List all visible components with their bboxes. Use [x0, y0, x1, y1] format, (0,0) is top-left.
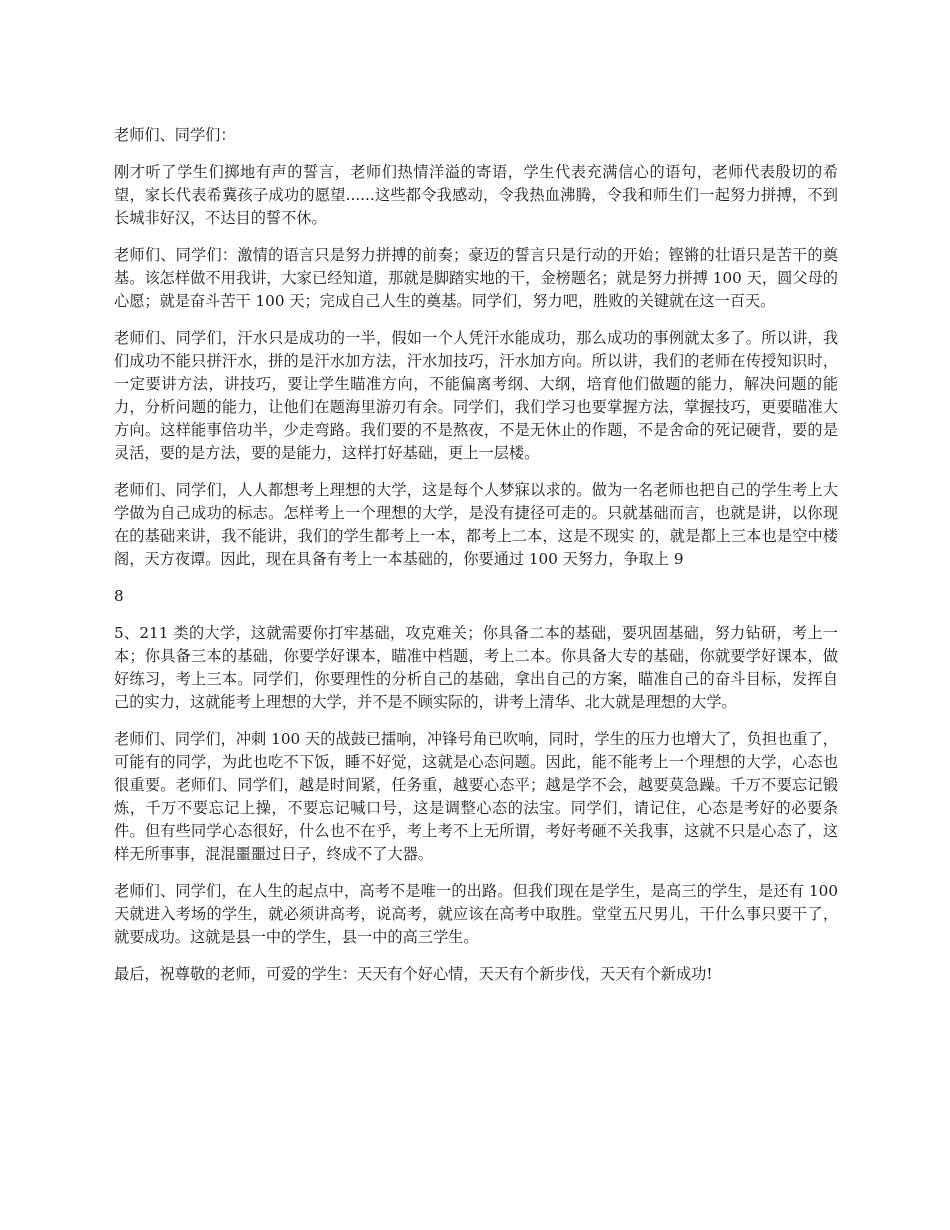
paragraph-8: 老师们、同学们，在人生的起点中，高考不是唯一的出路。但我们现在是学生，是高三的学生，是还有 100 天就进入考场的学生，就必须讲高考，说高考，就应该在高考中取胜。堂堂五尺男儿，干什么事只要干了，就要成功。这就是县一中的学生，县一中的高三学生。	[114, 882, 838, 946]
document-body	[114, 124, 838, 1000]
paragraph-1: 刚才听了学生们掷地有声的誓言，老师们热情洋溢的寄语，学生代表充满信心的语句，老师代表殷切的希望，家长代表希冀孩子成功的愿望......这些都令我感动，令我热血沸腾，令我和师生们一起努力拼搏，不到长城非好汉，不达目的誓不休。	[114, 163, 838, 227]
paragraph-7: 老师们、同学们，冲刺 100 天的战鼓已擂响，冲锋号角已吹响，同时，学生的压力也增大了，负担也重了，可能有的同学，为此也吃不下饭，睡不好觉，这就是心态问题。因此，能不能考上一个理想的大学，心态也很重要。老师们、同学们，越是时间紧，任务重，越要心态平；越是学不会，越要莫急躁。千万不要忘记锻炼，千万不要忘记上操，不要忘记喊口号，这是调整心态的法宝。同学们，请记住，心态是考好的必要条件。但有些同学心态很好，什么也不在乎，考上考不上无所谓，考好考砸不关我事，这就不只是心态了，这样无所事事，混混噩噩过日子，终成不了大器。	[114, 730, 838, 863]
paragraph-4: 老师们、同学们，人人都想考上理想的大学，这是每个人梦寐以求的。做为一名老师也把自己的学生考上大学做为自己成功的标志。怎样考上一个理想的大学，是没有捷径可走的。只就基础而言，也就是讲，以你现在的基础来讲，我不能讲，我们的学生都考上一本，都考上二本，这是不现实 的，就是都上三本也是空中楼阁，天方夜谭。因此，现在具备有考上一本基础的，你要通过 100 天努力，争取上 9	[114, 481, 838, 568]
paragraph-3: 老师们、同学们，汗水只是成功的一半，假如一个人凭汗水能成功，那么成功的事例就太多了。所以讲，我们成功不能只拼汗水，拼的是汗水加方法，汗水加技巧，汗水加方向。所以讲，我们的老师在传授知识时，一定要讲方法，讲技巧，要让学生瞄准方向，不能偏离考纲、大纲，培育他们做题的能力，解决问题的能力，分析问题的能力，让他们在题海里游刃有余。同学们，我们学习也要掌握方法，掌握技巧，更要瞄准大方向。这样能事倍功半，少走弯路。我们要的不是熬夜，不是无休止的作题，不是舍命的死记硬背，要的是灵活，要的是方法，要的是能力，这样打好基础，更上一层楼。	[114, 329, 838, 462]
paragraph-5: 8	[114, 587, 124, 605]
paragraph-2: 老师们、同学们：激情的语言只是努力拼搏的前奏；豪迈的誓言只是行动的开始；铿锵的壮语只是苦干的奠基。该怎样做不用我讲，大家已经知道，那就是脚踏实地的干，金榜题名；就是努力拼搏 100 天，圆父母的心愿；就是奋斗苦干 100 天；完成自己人生的奠基。同学们，努力吧，胜败的关键就在这一百天。	[114, 246, 838, 310]
paragraph-closing: 最后，祝尊敬的老师，可爱的学生：天天有个好心情，天天有个新步伐，天天有个新成功!	[114, 965, 713, 983]
paragraph-salutation: 老师们、同学们：	[114, 126, 236, 144]
paragraph-6: 5、211 类的大学，这就需要你打牢基础，攻克难关；你具备二本的基础，要巩固基础，努力钻研，考上一本；你具备三本的基础，你要学好课本，瞄准中档题，考上二本。你具备大专的基础，你就要学好课本，做好练习，考上三本。同学们，你要理性的分析自己的基础，拿出自己的方案，瞄准自己的奋斗目标，发挥自己的实力，这就能考上理想的大学，并不是不顾实际的，讲考上清华、北大就是理想的大学。	[114, 624, 838, 711]
